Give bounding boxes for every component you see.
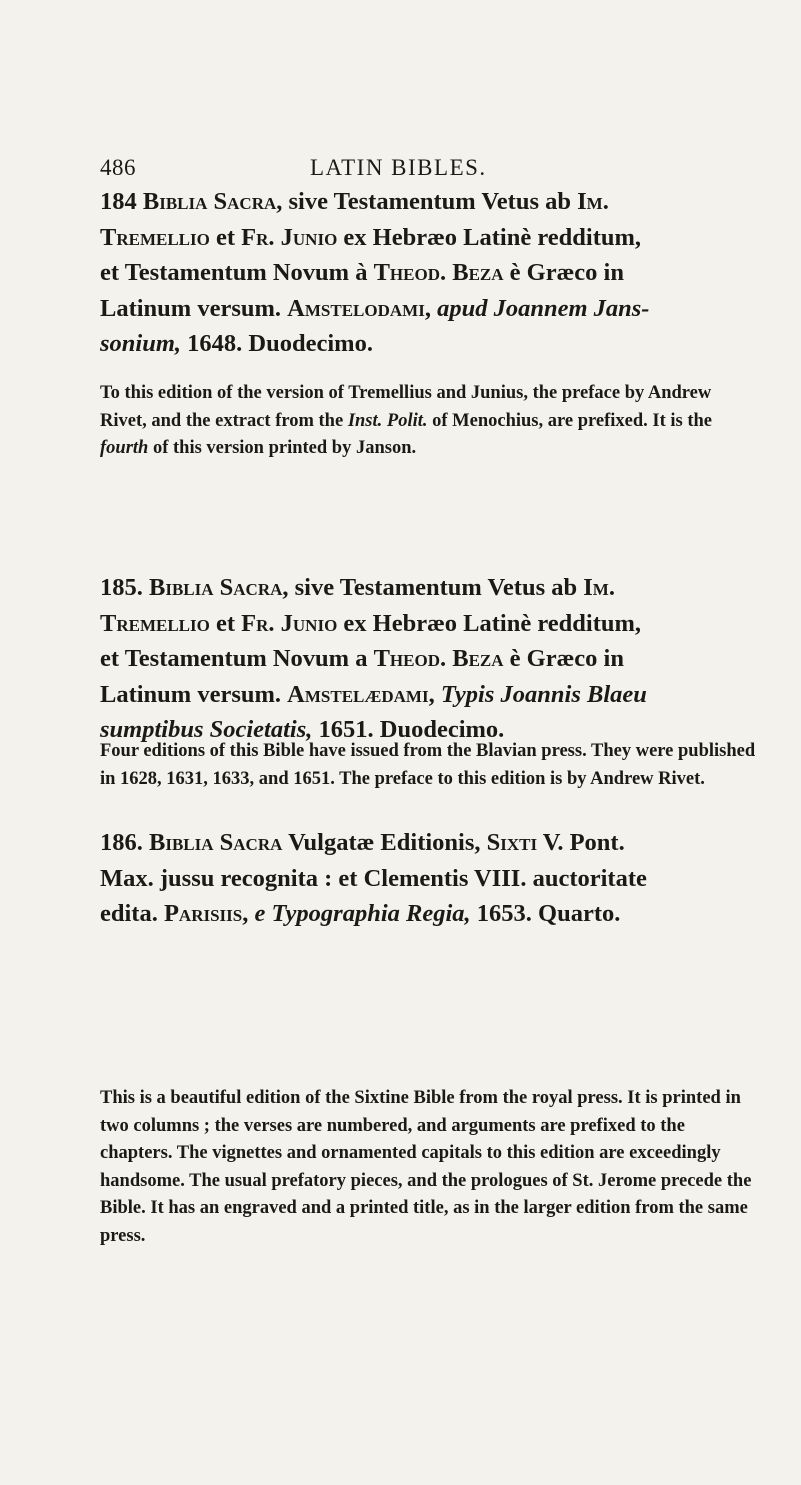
entry-note: Four editions of this Bible have issued from the Blavian press. They were published in 1628, 1631, 1633, and 1651. The preface to this edition is by Andrew Rivet. [100, 741, 756, 789]
editor-name: Tremellio [100, 223, 210, 251]
imprint-printer: e Typographia Regia, [254, 900, 471, 927]
catalog-entry-185 [100, 570, 760, 748]
title-text: et Testamentum Novum à [100, 259, 374, 286]
title-text: sive Testamentum Vetus ab [288, 574, 584, 601]
note-text: To this edition of the version of Tremellius and Junius, the [100, 383, 558, 403]
imprint-place: Amstelædami, [287, 680, 435, 708]
title-text: ex Hebræo Latinè redditum, [337, 609, 642, 637]
imprint-printer: apud Joannem Jans- [437, 294, 650, 322]
title-text: Latinum versum. [100, 680, 288, 708]
note-text: preface by Andrew Rivet, and the extract from the [100, 383, 712, 431]
page-number: 486 [100, 155, 136, 180]
imprint-date-format: 1653. Quarto. [470, 900, 621, 927]
imprint-place: Parisiis, [163, 900, 249, 927]
entry-number: 186. [100, 829, 149, 856]
entry-title [100, 184, 760, 362]
title-text: Latinum versum. [100, 294, 288, 322]
work-title: Biblia Sacra [149, 829, 283, 856]
catalog-entry-184 [100, 184, 760, 362]
catalog-entry-186 [100, 825, 760, 932]
entry-number: 185. [100, 574, 149, 601]
entry-title [100, 825, 760, 932]
title-text: è Græco in [503, 645, 624, 672]
title-text: ex Hebræo Latinè redditum, [337, 223, 642, 251]
editor-name: Im. [583, 574, 615, 601]
entry-note: This is a beautiful edition of the Sixtine Bible from the royal press. It is printed in two columns ; the verses are numbered, and arguments are prefixed to the chapters. The vignettes and ornamented capitals to this edition are exceedingly handsome. The usual prefatory pieces, and the prologues of St. Jerome precede the Bible. It has an engraved and a printed title, as in the larger edition from the same press. [100, 1088, 752, 1246]
editor-name: Fr. Junio [241, 609, 338, 637]
imprint-printer: sumptibus Societatis, [100, 716, 313, 743]
editor-name: Tremellio [100, 609, 210, 637]
entry-note-185 [100, 738, 760, 793]
editor-name: Im. [577, 188, 609, 215]
imprint-date-format: 1651. Duodecimo. [312, 716, 505, 743]
note-text: of this version printed by Janson. [148, 438, 417, 458]
title-text: et [209, 609, 242, 637]
title-text: V. Pont. [537, 829, 625, 856]
imprint-date-format: 1648. Duodecimo. [181, 330, 373, 357]
note-italic: fourth [100, 438, 149, 458]
running-title: LATIN BIBLES. [310, 155, 487, 180]
title-text: è Græco in [503, 259, 624, 286]
note-italic: Inst. Polit. [347, 410, 428, 431]
editor-name: Fr. Junio [241, 223, 338, 251]
entry-title [100, 570, 760, 748]
title-text: Max. jussu recognita : et Clementis VIII. auctoritate [100, 864, 647, 892]
pope-name: Sixti [486, 829, 538, 856]
title-text: sive Testamentum Vetus ab [282, 188, 578, 215]
entry-note [100, 380, 760, 463]
imprint-printer: Typis Joannis Blaeu [440, 680, 647, 708]
work-title: Biblia Sacra, [149, 574, 289, 601]
editor-name: Theod. Beza [373, 645, 504, 672]
work-title: Biblia Sacra, [142, 188, 283, 215]
entry-number: 184 [100, 188, 143, 215]
note-text: of Menochius, are prefixed. It is the [427, 410, 713, 431]
editor-name: Theod. Beza [373, 259, 504, 286]
imprint-place: Amstelodami, [287, 294, 431, 322]
title-text: edita. [100, 900, 164, 927]
imprint-printer: sonium, [100, 330, 182, 357]
title-text: et [209, 223, 242, 251]
title-text: Vulgatæ Editionis, [282, 829, 487, 856]
title-text: et Testamentum Novum a [100, 645, 374, 672]
entry-note-186 [100, 1085, 760, 1250]
entry-note-184 [100, 380, 760, 463]
